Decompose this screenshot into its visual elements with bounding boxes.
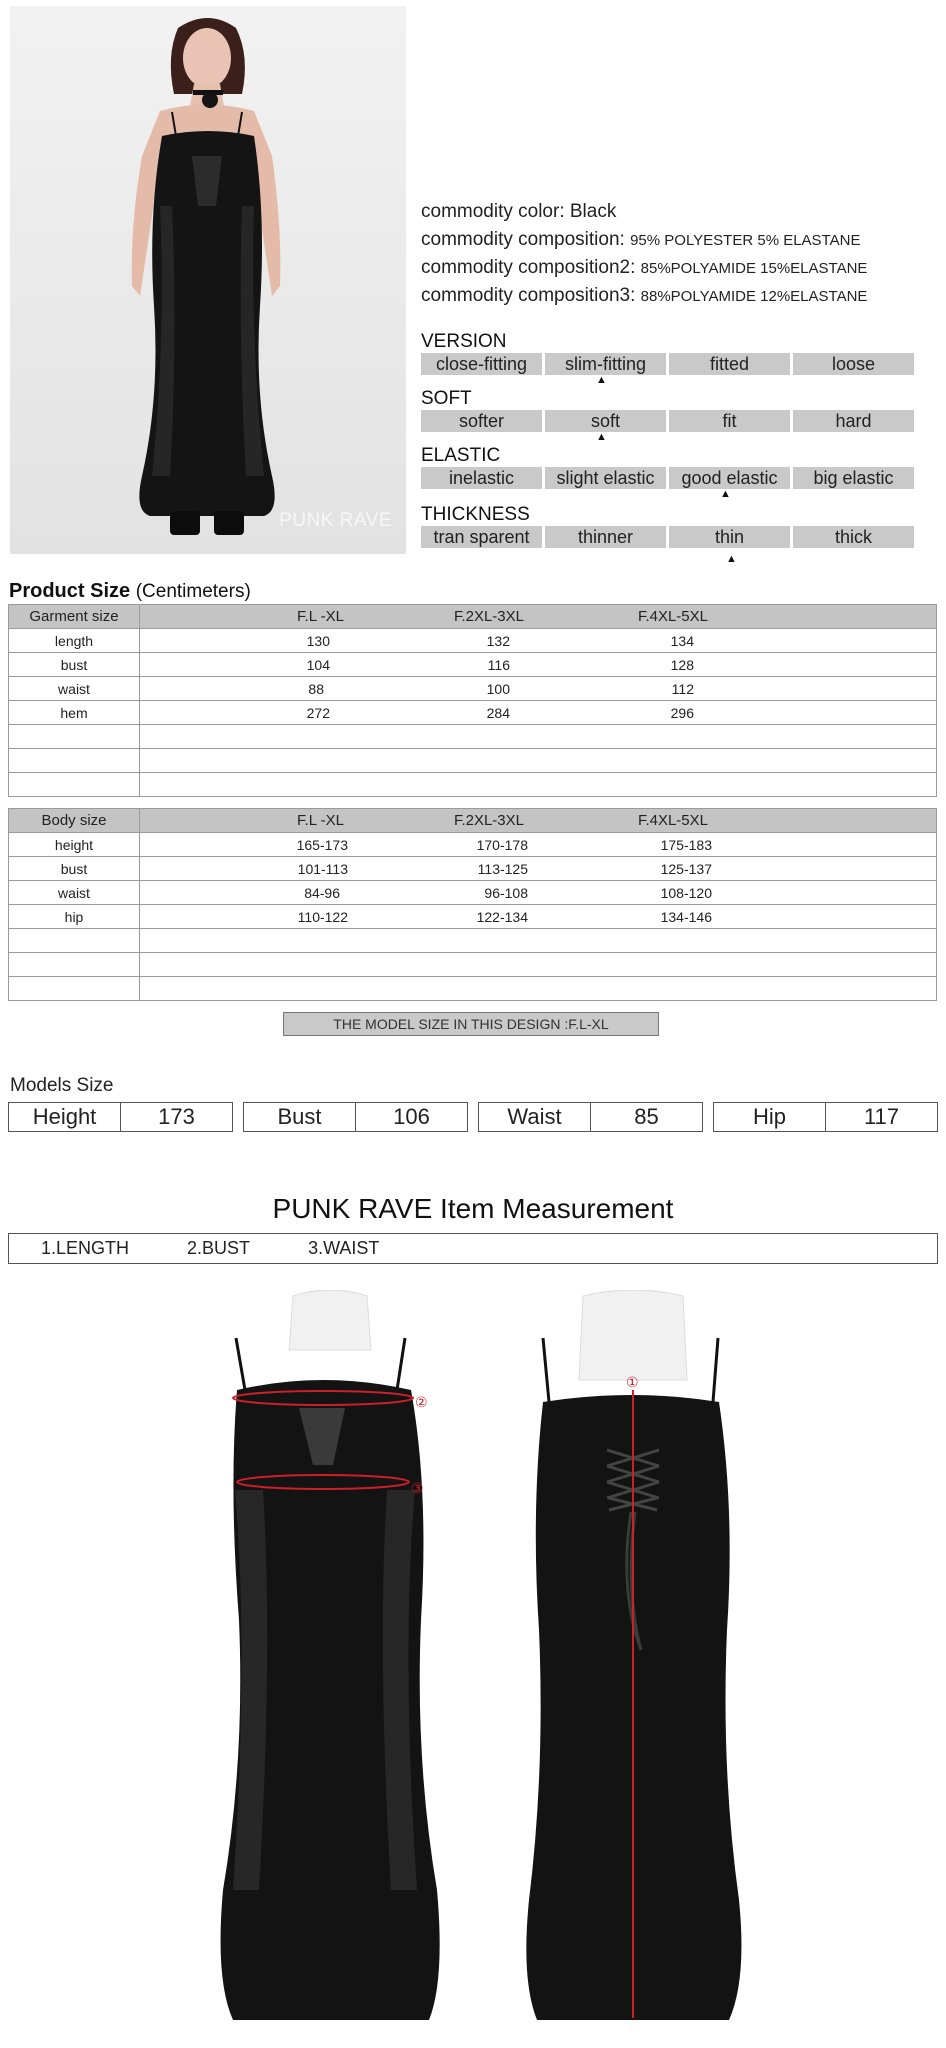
- measure-point-waist: 3.WAIST: [308, 1238, 380, 1258]
- dress-back-view: [523, 1290, 743, 2030]
- scale-title: THICKNESS: [421, 504, 530, 525]
- dress-front-view: [215, 1290, 445, 2030]
- scale-option: slight elastic: [545, 467, 666, 489]
- table-header: Garment size: [9, 605, 140, 629]
- commodity-composition-2: commodity composition2: 85%POLYAMIDE 15%ELASTANE: [421, 257, 868, 278]
- measurement-legend: [8, 1233, 938, 1264]
- scale-option: close-fitting: [421, 353, 542, 375]
- size-header: F.4XL-5XL: [637, 812, 708, 829]
- garment-size-table: [8, 604, 937, 797]
- models-size-title: Models Size: [10, 1075, 114, 1096]
- scale-option: big elastic: [793, 467, 914, 489]
- bust-marker-label: ②: [415, 1394, 428, 1410]
- commodity-info: [421, 198, 941, 310]
- table-row-empty: [9, 977, 937, 1001]
- scale-option: tran sparent: [421, 526, 542, 548]
- measure-point-bust: 2.BUST: [187, 1238, 251, 1258]
- scale-title: VERSION: [421, 331, 507, 352]
- scale-option: soft: [545, 410, 666, 432]
- model-photo-illustration: [10, 6, 406, 554]
- scale-option: hard: [793, 410, 914, 432]
- measurement-title: PUNK RAVE Item Measurement: [272, 1193, 674, 1224]
- scale-option: inelastic: [421, 467, 542, 489]
- table-row: length 130 132 134: [9, 629, 937, 653]
- model-measure-waist: Waist 85: [478, 1102, 703, 1132]
- table-row-empty: [9, 929, 937, 953]
- waist-marker-label: ③: [411, 1480, 424, 1496]
- version-scale: [421, 331, 914, 386]
- scale-title: ELASTIC: [421, 445, 501, 466]
- thickness-scale: [421, 504, 914, 565]
- table-row-empty: [9, 773, 937, 797]
- size-header: F.2XL-3XL: [453, 812, 524, 829]
- table-row: waist 88 100 112: [9, 677, 937, 701]
- selected-marker-icon: ▲: [596, 431, 607, 443]
- table-row: hem 272 284 296: [9, 701, 937, 725]
- scale-option: thinner: [545, 526, 666, 548]
- table-header-row: [9, 809, 937, 833]
- model-photo: [10, 6, 406, 554]
- scale-option: slim-fitting: [545, 353, 666, 375]
- table-row: bust 104 116 128: [9, 653, 937, 677]
- selected-marker-icon: ▲: [720, 488, 731, 500]
- model-measure-bust: Bust 106: [243, 1102, 468, 1132]
- table-row: hip 110-122 122-134 134-146: [9, 905, 937, 929]
- scale-option: thick: [793, 526, 914, 548]
- commodity-composition: commodity composition: 95% POLYESTER 5% ELASTANE: [421, 229, 861, 250]
- table-row-empty: [9, 725, 937, 749]
- scale-option: good elastic: [669, 467, 790, 489]
- table-row: bust 101-113 113-125 125-137: [9, 857, 937, 881]
- length-marker-label: ①: [626, 1374, 639, 1390]
- commodity-color: commodity color: Black: [421, 201, 617, 222]
- table-row-empty: [9, 749, 937, 773]
- scale-option: fitted: [669, 353, 790, 375]
- scale-option: loose: [793, 353, 914, 375]
- scale-option: softer: [421, 410, 542, 432]
- size-header: F.L -XL: [297, 812, 344, 829]
- scale-option: thin: [669, 526, 790, 548]
- body-size-table: [8, 808, 937, 1001]
- commodity-composition-3: commodity composition3: 88%POLYAMIDE 12%ELASTANE: [421, 285, 868, 306]
- table-row: height 165-173 170-178 175-183: [9, 833, 937, 857]
- table-row-empty: [9, 953, 937, 977]
- scale-option: fit: [669, 410, 790, 432]
- model-measure-height: Height 173: [8, 1102, 233, 1132]
- size-header: F.L -XL: [297, 608, 344, 625]
- scale-title: SOFT: [421, 388, 472, 409]
- table-header-row: [9, 605, 937, 629]
- model-measure-hip: Hip 117: [713, 1102, 938, 1132]
- size-header: F.2XL-3XL: [453, 608, 524, 625]
- elastic-scale: [421, 445, 914, 500]
- model-size-note: THE MODEL SIZE IN THIS DESIGN :F.L-XL: [283, 1012, 659, 1036]
- table-header: Body size: [9, 809, 140, 833]
- brand-watermark: PUNK RAVE: [279, 510, 392, 531]
- size-header: F.4XL-5XL: [637, 608, 708, 625]
- product-size-title: Product Size (Centimeters): [9, 580, 251, 602]
- measure-point-length: 1.LENGTH: [41, 1238, 130, 1258]
- models-size-row: [8, 1102, 938, 1132]
- selected-marker-icon: ▲: [726, 553, 737, 565]
- table-row: waist 84-96 96-108 108-120: [9, 881, 937, 905]
- selected-marker-icon: ▲: [596, 374, 607, 386]
- soft-scale: [421, 388, 914, 443]
